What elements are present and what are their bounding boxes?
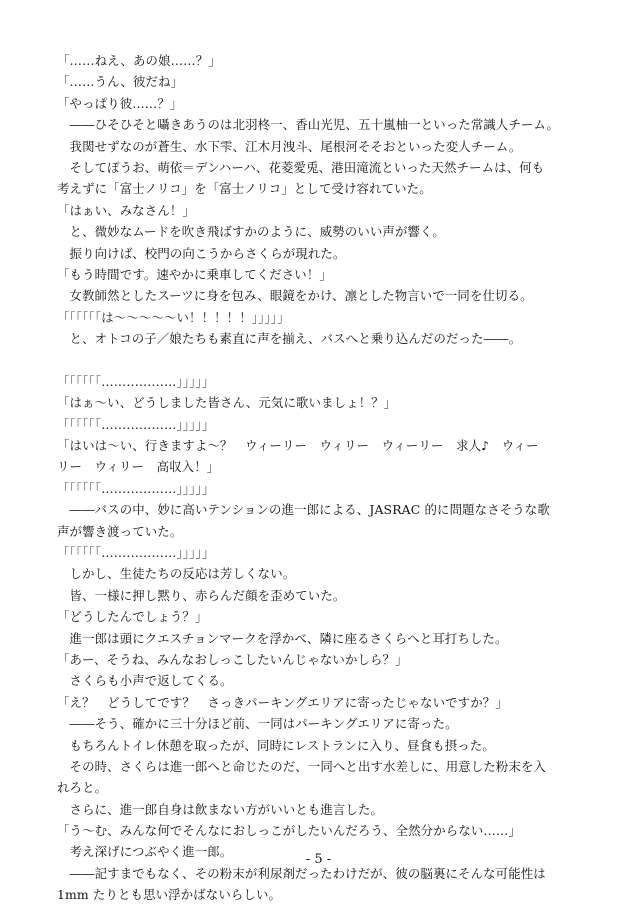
text-line: 「「「「「「………………」」」」」 (57, 416, 215, 432)
text-line: 「やっぱり彼……？」 (57, 95, 183, 111)
text-line: ――記すまでもなく、その粉末が利尿剤だったわけだが、彼の脳裏にそんな可能性は (57, 865, 546, 881)
blank-line (57, 349, 585, 370)
text-line: 「どうしたんでしょう？」 (57, 609, 208, 625)
text-line: 「はぁ～い、どうしました皆さん、元気に歌いましょ！？」 (57, 395, 397, 411)
text-line: 「……うん、彼だね」 (57, 74, 184, 90)
text-line: 「「「「「「は～～～～～い！！！！！」」」」」 (57, 309, 290, 325)
text-line: 声が響き渡っていた。 (57, 523, 183, 539)
text-line: 「あー、そうね、みんなおしっこしたいんじゃないかしら？」 (57, 651, 408, 667)
text-line: 「もう時間です。速やかに乗車してください！」 (57, 266, 332, 282)
text-line: 「う～む、みんな何でそんなにおしっこがしたいんだろう、全然分からない……」 (57, 823, 522, 839)
text-line: しかし、生徒たちの反応は芳しくない。 (57, 566, 296, 582)
text-line: もちろんトイレ休憩を取ったが、同時にレストランに入り、昼食も摂った。 (57, 737, 495, 753)
text-line: 我関せずなのが蒼生、水下雫、江木月洩斗、尾根河そそおといった変人チーム。 (57, 138, 522, 154)
document-body (57, 50, 585, 906)
text-line: さくらも小声で返してくる。 (57, 673, 233, 689)
text-line: 「「「「「「………………」」」」」 (57, 373, 215, 389)
text-line: 1mm たりとも思い浮かばないらしい。 (57, 887, 282, 903)
text-line: 「はいは～い、行きますよ～？ ウィーリー ウィリー ウィーリー 求人♪ ウィー (57, 438, 539, 454)
text-line: 考え深げにつぶやく進一郎。 (57, 844, 233, 860)
text-line: 「……ねえ、あの娘……？」 (57, 53, 221, 68)
text-line: 「え？ どうしてです？ さっきパーキングエリアに寄ったじゃないですか？」 (57, 694, 508, 710)
page-number: - 5 - (305, 852, 332, 867)
text-line: ――そう、確かに三十分ほど前、一同はパーキングエリアに寄った。 (57, 716, 458, 732)
text-line: 皆、一様に押し黙り、赤らんだ顔を歪めていた。 (57, 587, 346, 603)
text-line: れろと。 (57, 780, 108, 796)
text-line: そしてぽうお、萌依＝デンハーハ、花菱愛兎、港田滝流といった天然チームは、何も (57, 159, 545, 175)
text-line: その時、さくらは進一郎へと命じたのだ、一同へと出す水差しに、用意した粉末を入 (57, 758, 547, 774)
text-line: と、微妙なムードを吹き飛ばすかのように、威勢のいい声が響く。 (57, 224, 445, 240)
text-line: と、オトコの子／娘たちも素直に声を揃え、バスへと乗り込んだのだった――。 (57, 331, 522, 347)
text-line: 振り向けば、校門の向こうからさくらが現れた。 (57, 245, 346, 261)
text-line: リー ウィリー 高収入！」 (57, 459, 220, 475)
text-line: 考えずに「富士ノリコ」を「富士ノリコ」として受け容れていた。 (57, 181, 432, 197)
text-line: 「はぁい、みなさん！」 (57, 202, 195, 218)
text-line: さらに、進一郎自身は飲まない方がいいとも進言した。 (57, 801, 384, 817)
text-line: 「「「「「「………………」」」」」 (57, 544, 215, 560)
text-line: 「「「「「「………………」」」」」 (57, 480, 215, 496)
text-line: 進一郎は頭にクエスチョンマークを浮かべ、隣に座るさくらへと耳打ちした。 (57, 630, 508, 646)
text-line: ――バスの中、妙に高いテンションの進一郎による、JASRAC 的に問題なさそうな歌 (57, 502, 550, 518)
text-line: 女教師然としたスーツに身を包み、眼鏡をかけ、凛とした物言いで一同を仕切る。 (57, 288, 533, 304)
text-line: ――ひそひそと囁きあうのは北羽柊一、香山光児、五十嵐柚一といった常識人チーム。 (57, 117, 559, 133)
